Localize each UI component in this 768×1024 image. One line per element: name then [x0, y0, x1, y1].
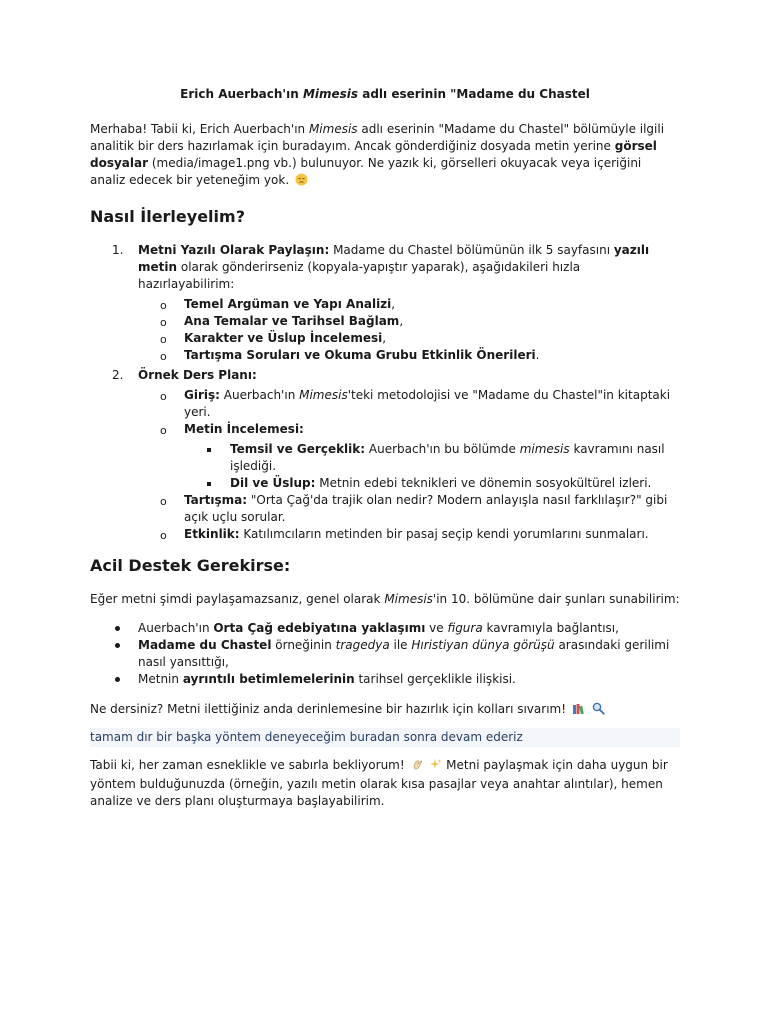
circle-bullet-icon: o — [160, 495, 167, 508]
list-item: o Tartışma: "Orta Çağ'da trajik olan nedir? Modern anlayışla nasıl farklılaşır?" gibi açık uçlu sorular. — [160, 493, 668, 524]
urgent-bullet-list — [90, 620, 680, 688]
pensive-face-icon — [295, 173, 308, 191]
dot-bullet-icon — [115, 626, 120, 631]
section-heading-urgent: Acil Destek Gerekirse: — [90, 556, 291, 575]
list-item: 2. Örnek Ders Planı: o Giriş: Auerbach'ın Mimesis'teki metodolojisi ve "Madame du Chastel"in kitaptaki yeri. o Metin İncelemesi: Temsil ve Gerçeklik: Auerbach'ın bu bölümde mimesis kavramını nasıl işlediği. Dil ve Üslup: Metnin edebi teknikleri ve dönemin sosyokültürel izleri. o Tartışma: "Orta Çağ'da trajik olan nedir? Modern anlayışla nasıl farklılaşır?" gibi açık uçlu sorular. o Etkinlik: Katılımcıların metinden bir pasaj seçip kendi yorumlarını sunmaları. — [90, 367, 680, 543]
books-icon — [572, 703, 586, 720]
list-item: Metnin ayrıntılı betimlemelerinin tarihsel gerçeklikle ilişkisi. — [90, 671, 680, 688]
square-bullet-icon — [207, 448, 211, 452]
list-item: o Karakter ve Üslup İncelemesi, — [160, 331, 387, 346]
dot-bullet-icon — [115, 643, 120, 648]
list-item: o Temel Argüman ve Yapı Analizi, — [160, 297, 396, 312]
section-heading-proceed: Nasıl İlerleyelim? — [90, 207, 245, 226]
document-title: Erich Auerbach'ın Mimesis adlı eserinin "Madame du Chastel — [180, 87, 590, 101]
circle-bullet-icon: o — [160, 333, 167, 346]
list-item: Auerbach'ın Orta Çağ edebiyatına yaklaşımı ve figura kavramıyla bağlantısı, — [90, 620, 680, 637]
steps-list — [90, 242, 680, 543]
circle-bullet-icon: o — [160, 390, 167, 403]
reply-paragraph: Tabii ki, her zaman esneklikle ve sabırla bekliyorum! Metni paylaşmak için daha uygun bir yöntem bulduğunuzda (örneğin, yazılı metin olarak kısa pasajlar veya anahtar alıntılar), hemen analize ve ders planı oluşturmaya başlayabilirim. — [90, 758, 668, 808]
square-bullet-icon — [207, 482, 211, 486]
list-item: o Tartışma Soruları ve Okuma Grubu Etkinlik Önerileri. — [160, 348, 540, 363]
sub-list — [138, 296, 680, 364]
closing-paragraph: Ne dersiniz? Metni ilettiğiniz anda derinlemesine bir hazırlık için kolları sıvarım! — [90, 701, 680, 720]
magnifier-icon — [592, 702, 605, 720]
document-page — [90, 86, 680, 810]
list-item: Madame du Chastel örneğinin tragedya ile Hıristiyan dünya görüşü arasındaki gerilimi nasıl yansıttığı, — [90, 637, 680, 671]
circle-bullet-icon: o — [160, 424, 167, 437]
list-item: o Etkinlik: Katılımcıların metinden bir pasaj seçip kendi yorumlarını sunmaları. — [160, 527, 649, 542]
circle-bullet-icon: o — [160, 529, 167, 542]
list-item: o Giriş: Auerbach'ın Mimesis'teki metodolojisi ve "Madame du Chastel"in kitaptaki yeri. — [160, 388, 671, 419]
dot-bullet-icon — [115, 677, 120, 682]
user-message: tamam dır bir başka yöntem deneyeceğim buradan sonra devam ederiz — [90, 728, 680, 747]
list-item: Dil ve Üslup: Metnin edebi teknikleri ve dönemin sosyokültürel izleri. — [184, 475, 680, 492]
intro-paragraph: Merhaba! Tabii ki, Erich Auerbach'ın Mimesis adlı eserinin "Madame du Chastel" bölümüyle ilgili analitik bir ders hazırlamak için buradayım. Ancak gönderdiğiniz dosyada metin yerine görsel dosyalar (media/image1.png vb.) bulunuyor. Ne yazık ki, görselleri okuyacak veya içeriğini analiz edecek bir yeteneğim yok. — [90, 121, 680, 191]
circle-bullet-icon: o — [160, 316, 167, 329]
list-item: Temsil ve Gerçeklik: Auerbach'ın bu bölümde mimesis kavramını nasıl işlediği. — [184, 441, 680, 475]
sub-list — [138, 387, 680, 543]
sparkles-icon — [429, 758, 442, 776]
urgent-paragraph: Eğer metni şimdi paylaşamazsanız, genel olarak Mimesis'in 10. bölümüne dair şunları sunabilirim: — [90, 592, 680, 606]
list-item: o Metin İncelemesi: Temsil ve Gerçeklik: Auerbach'ın bu bölümde mimesis kavramını nasıl işlediği. Dil ve Üslup: Metnin edebi teknikleri ve dönemin sosyokültürel izleri. — [138, 421, 680, 492]
list-item: 1. Metni Yazılı Olarak Paylaşın: Madame du Chastel bölümünün ilk 5 sayfasını yazılı metin olarak gönderirseniz (kopyala-yapıştır yaparak), aşağıdakileri hızla hazırlayabilirim: o Temel Argüman ve Yapı Analizi, o Ana Temalar ve Tarihsel Bağlam, o Karakter ve Üslup İncelemesi, o Tartışma Soruları ve Okuma Grubu Etkinlik Önerileri. — [90, 242, 680, 364]
list-item: o Ana Temalar ve Tarihsel Bağlam, — [160, 314, 404, 329]
circle-bullet-icon: o — [160, 299, 167, 312]
nested-list — [184, 441, 680, 492]
wave-icon — [411, 758, 424, 776]
circle-bullet-icon: o — [160, 350, 167, 363]
